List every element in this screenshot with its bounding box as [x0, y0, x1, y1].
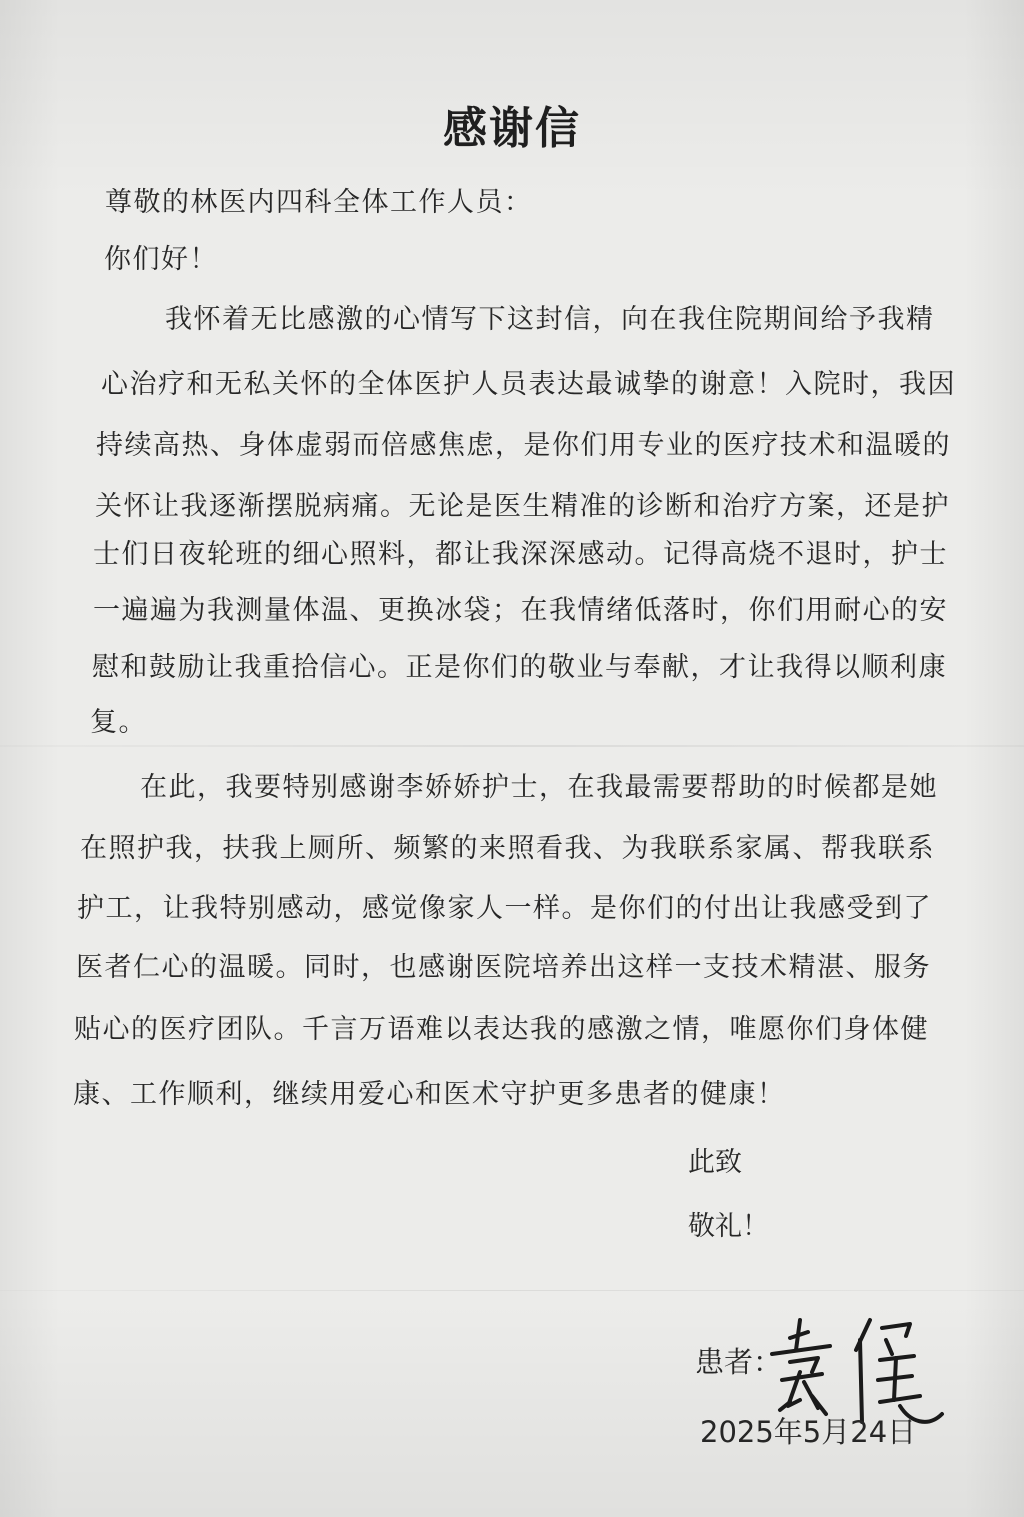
- body-line: 贴心的医疗团队。千言万语难以表达我的感激之情，唯愿你们身体健: [74, 1014, 929, 1045]
- body-line: 在此，我要特别感谢李娇娇护士，在我最需要帮助的时候都是她: [140, 772, 938, 803]
- body-line: 心治疗和无私关怀的全体医护人员表达最诚挚的谢意！入院时，我因: [101, 369, 956, 400]
- paper-fold-line: [0, 745, 1024, 747]
- body-line: 医者仁心的温暖。同时，也感谢医院培养出这样一支技术精湛、服务: [76, 952, 931, 983]
- body-line: 慰和鼓励让我重拾信心。正是你们的敬业与奉献，才让我得以顺利康: [92, 652, 947, 683]
- body-line: 复。: [90, 707, 147, 738]
- body-line: 康、工作顺利，继续用爱心和医术守护更多患者的健康！: [73, 1079, 786, 1110]
- signer-label: 患者：: [695, 1345, 783, 1379]
- body-line: 护工，让我特别感动，感觉像家人一样。是你们的付出让我感受到了: [77, 893, 932, 924]
- body-line: 持续高热、身体虚弱而倍感焦虑，是你们用专业的医疗技术和温暖的: [96, 430, 951, 461]
- body-line: 士们日夜轮班的细心照料，都让我深深感动。记得高烧不退时，护士: [93, 539, 948, 570]
- body-line: 关怀让我逐渐摆脱病痛。无论是医生精准的诊断和治疗方案，还是护: [95, 491, 950, 522]
- greeting: 你们好！: [104, 244, 218, 275]
- body-line: 在照护我，扶我上厕所、频繁的来照看我、为我联系家属、帮我联系: [80, 833, 935, 864]
- salutation: 尊敬的林医内四科全体工作人员：: [105, 187, 533, 218]
- closing-salute: 敬礼！: [688, 1211, 769, 1242]
- letter-title: 感谢信: [443, 103, 581, 154]
- body-line: 我怀着无比感激的心情写下这封信，向在我住院期间给予我精: [165, 304, 935, 335]
- letter-date: 2025年5月24日: [700, 1415, 917, 1449]
- paper-fold-line: [0, 1290, 1024, 1291]
- body-line: 一遍遍为我测量体温、更换冰袋；在我情绪低落时，你们用耐心的安: [93, 595, 948, 626]
- closing-phrase: 此致: [688, 1147, 742, 1178]
